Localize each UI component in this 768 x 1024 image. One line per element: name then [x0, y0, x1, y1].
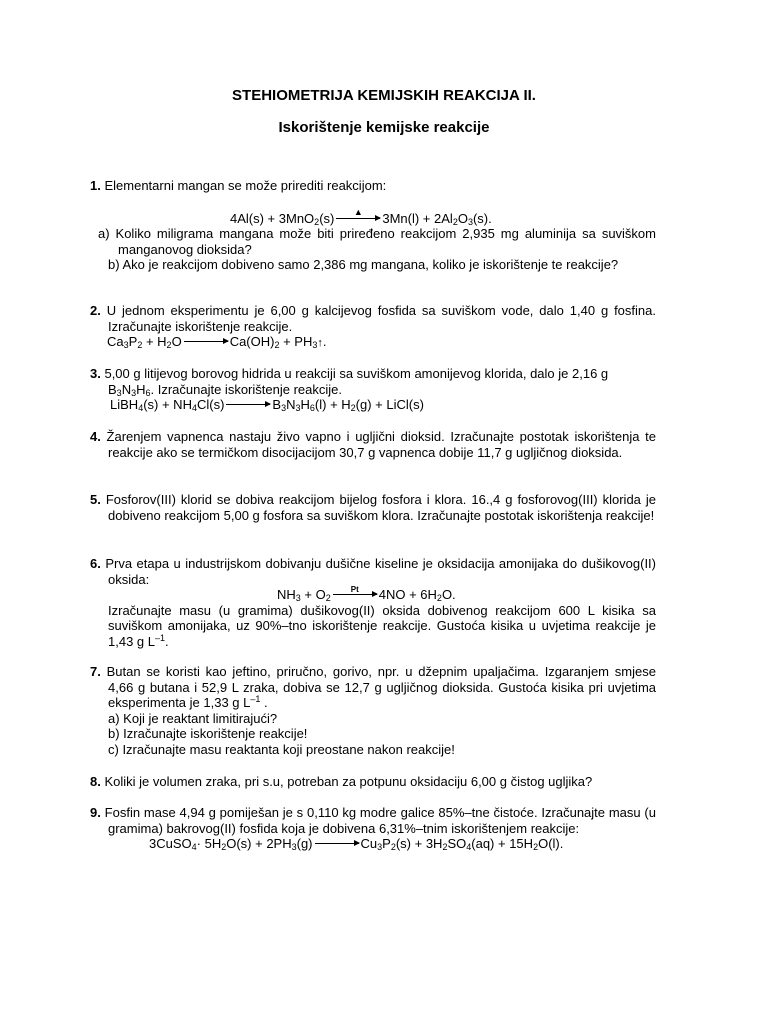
problem-1 — [90, 178, 656, 273]
problem-text: Fosfin mase 4,94 g pomiješan je s 0,110 kg modre galice 85%–tne čistoće. Izračunajte masu (u gramima) bakrovog(II) fosfida koja je dobivena 6,31%–tnim iskorištenjem reakcije: — [104, 805, 656, 836]
problem-text: Elementarni mangan se može prirediti reakcijom: — [104, 178, 387, 193]
problem-7: 7. Butan se koristi kao jeftino, priručno, gorivo, npr. u džepnim upaljačima. Izgaranjem smjese 4,66 g butana i 52,9 L zraka, dobiva se 12,7 g ugljičnog dioksida. Gustoća kisika pri uvjetima eksperimenta je 1,33 g $L^{-1}$ . a) Koji je reaktant limitirajući? b) Izračunajte iskorištenje reakcije! c) Izračunajte masu reaktanta koji preostane nakon reakcije! — [90, 664, 656, 757]
problem-number: 2. — [90, 303, 101, 318]
equation: $NH_3 + O_2$ Pt $4NO + 6H_2O$. — [90, 587, 656, 603]
problem-number: 9. — [90, 805, 101, 820]
question-b: b) Ako je reakcijom dobiveno samo 2,386 mg mangana, koliko je iskorištenje te reakcije? — [108, 257, 619, 272]
problem-text: Prva etapa u industrijskom dobivanju dušične kiseline je oksidacija amonijaka do dušikovog(II) oksida: — [105, 556, 656, 587]
problem-number: 6. — [90, 556, 101, 571]
problem-number: 1. — [90, 178, 101, 193]
problem-4 — [90, 429, 656, 460]
problem-text-2: . Izračunajte iskorištenje reakcije. — [150, 381, 342, 397]
problem-text: 5,00 g litijevog borovog hidrida u reakciji sa suviškom amonijevog klorida, dalo je 2,16 g — [104, 366, 609, 381]
problem-5 — [90, 492, 656, 523]
problem-number: 5. — [90, 492, 101, 507]
page-subtitle: Iskorištenje kemijske reakcije — [278, 119, 490, 136]
problem-text: Fosforov(III) klorid se dobiva reakcijom bijelog fosfora i klora. 16.,4 g fosforovog(III) klorida je dobiveno reakcijom 5,00 g fosfora sa suviškom klora. Izračunajte postotak iskorištenja reakcije! — [105, 492, 656, 523]
problem-number: 3. — [90, 366, 101, 381]
problem-text: Žarenjem vapnenca nastaju živo vapno i ugljični dioksid. Izračunajte postotak iskorištenja te reakcije ako se termičkom disocijacijom 30,7 g vapnenca dobije 11,7 g ugljičnog dioksida. — [106, 429, 656, 460]
equation: $Ca_3P_2 + H_2O$ $Ca(OH)_2$ + $PH_3↑$. — [107, 334, 327, 350]
problem-3: 3. 5,00 g litijevog borovog hidrida u reakciji sa suviškom amonijevog klorida, dalo je 2,16 g $B_3N_3H_6$. Izračunajte iskorištenje reakcije. LiBH$_4$(s) + $NH_4Cl(s) B_3N_3H_6(l) + H_2(g)$ + LiCl(s) — [90, 366, 656, 413]
equation: LiBH$_4$(s) + $NH_4Cl(s) B_3N_3H_6(l) + H_2(g)$ + LiCl(s) — [110, 397, 424, 413]
problem-text: U jednom eksperimentu je 6,00 g kalcijevog fosfida sa suviškom vode, dalo 1,40 g fosfina. Izračunajte iskorištenje reakcije. — [106, 303, 656, 334]
page-title: STEHIOMETRIJA KEMIJSKIH REAKCIJA II. — [232, 87, 536, 104]
equation: 4Al(s) + 3MnO$_2$(s) ▲ $3Mn(l) + 2Al_2O_3(s)$. — [230, 206, 492, 227]
problem-text: Koliki je volumen zraka, pri s.u, potreban za potpunu oksidaciju 6,00 g čistog ugljika? — [104, 774, 593, 789]
problem-text: Butan se koristi kao jeftino, priručno, gorivo, npr. u džepnim upaljačima. Izgaranjem smjese 4,66 g butana i 52,9 L zraka, dobiva se 12,7 g ugljičnog dioksida. Gustoća kisika pri uvjetima eksperimenta je 1,33 g L — [106, 664, 656, 710]
problem-number: 7. — [90, 664, 101, 679]
question-a: a) Koji je reaktant limitirajući? — [108, 710, 278, 726]
problem-9 — [90, 805, 656, 852]
catalyst-label: Pt — [350, 585, 359, 594]
problem-8 — [90, 774, 656, 790]
question-a: a) Koliko miligrama mangana može biti priređeno reakcijom 2,935 mg aluminija sa suviškom manganovog dioksida? — [98, 226, 656, 257]
problem-2 — [90, 303, 656, 352]
problem-text-2: Izračunajte masu (u gramima) dušikovog(II) oksida dobivenog reakcijom 600 L kisika sa suviškom amonijaka, uz 90%–tno iskorištenje reakcije. Gustoća kisika u uvjetima reakcije je 1,43 g L — [108, 602, 656, 649]
problem-number: 8. — [90, 774, 101, 789]
question-b: b) Izračunajte iskorištenje reakcije! — [108, 726, 308, 741]
equation: 3CuSO$_4$· $5H_2O(s) + 2PH_3(g) Cu_3P_2(s) + 3H_2SO_4(aq) + 15H_2O(l)$. — [149, 836, 564, 852]
question-c: c) Izračunajte masu reaktanta koji preostane nakon reakcije! — [108, 741, 455, 757]
problem-6: 6. Prva etapa u industrijskom dobivanju dušične kiseline je oksidacija amonijaka do dušikovog(II) oksida: $NH_3 + O_2$ Pt $4NO + 6H_2O$. Izračunajte masu (u gramima) dušikovog(II) oksida dobivenog reakcijom 600 L kisika sa suviškom amonijaka, uz 90%–tno iskorištenje reakcije. Gustoća kisika u uvjetima reakcije je 1,43 g $L^{-1}$. — [90, 556, 656, 649]
problem-number: 4. — [90, 429, 101, 444]
